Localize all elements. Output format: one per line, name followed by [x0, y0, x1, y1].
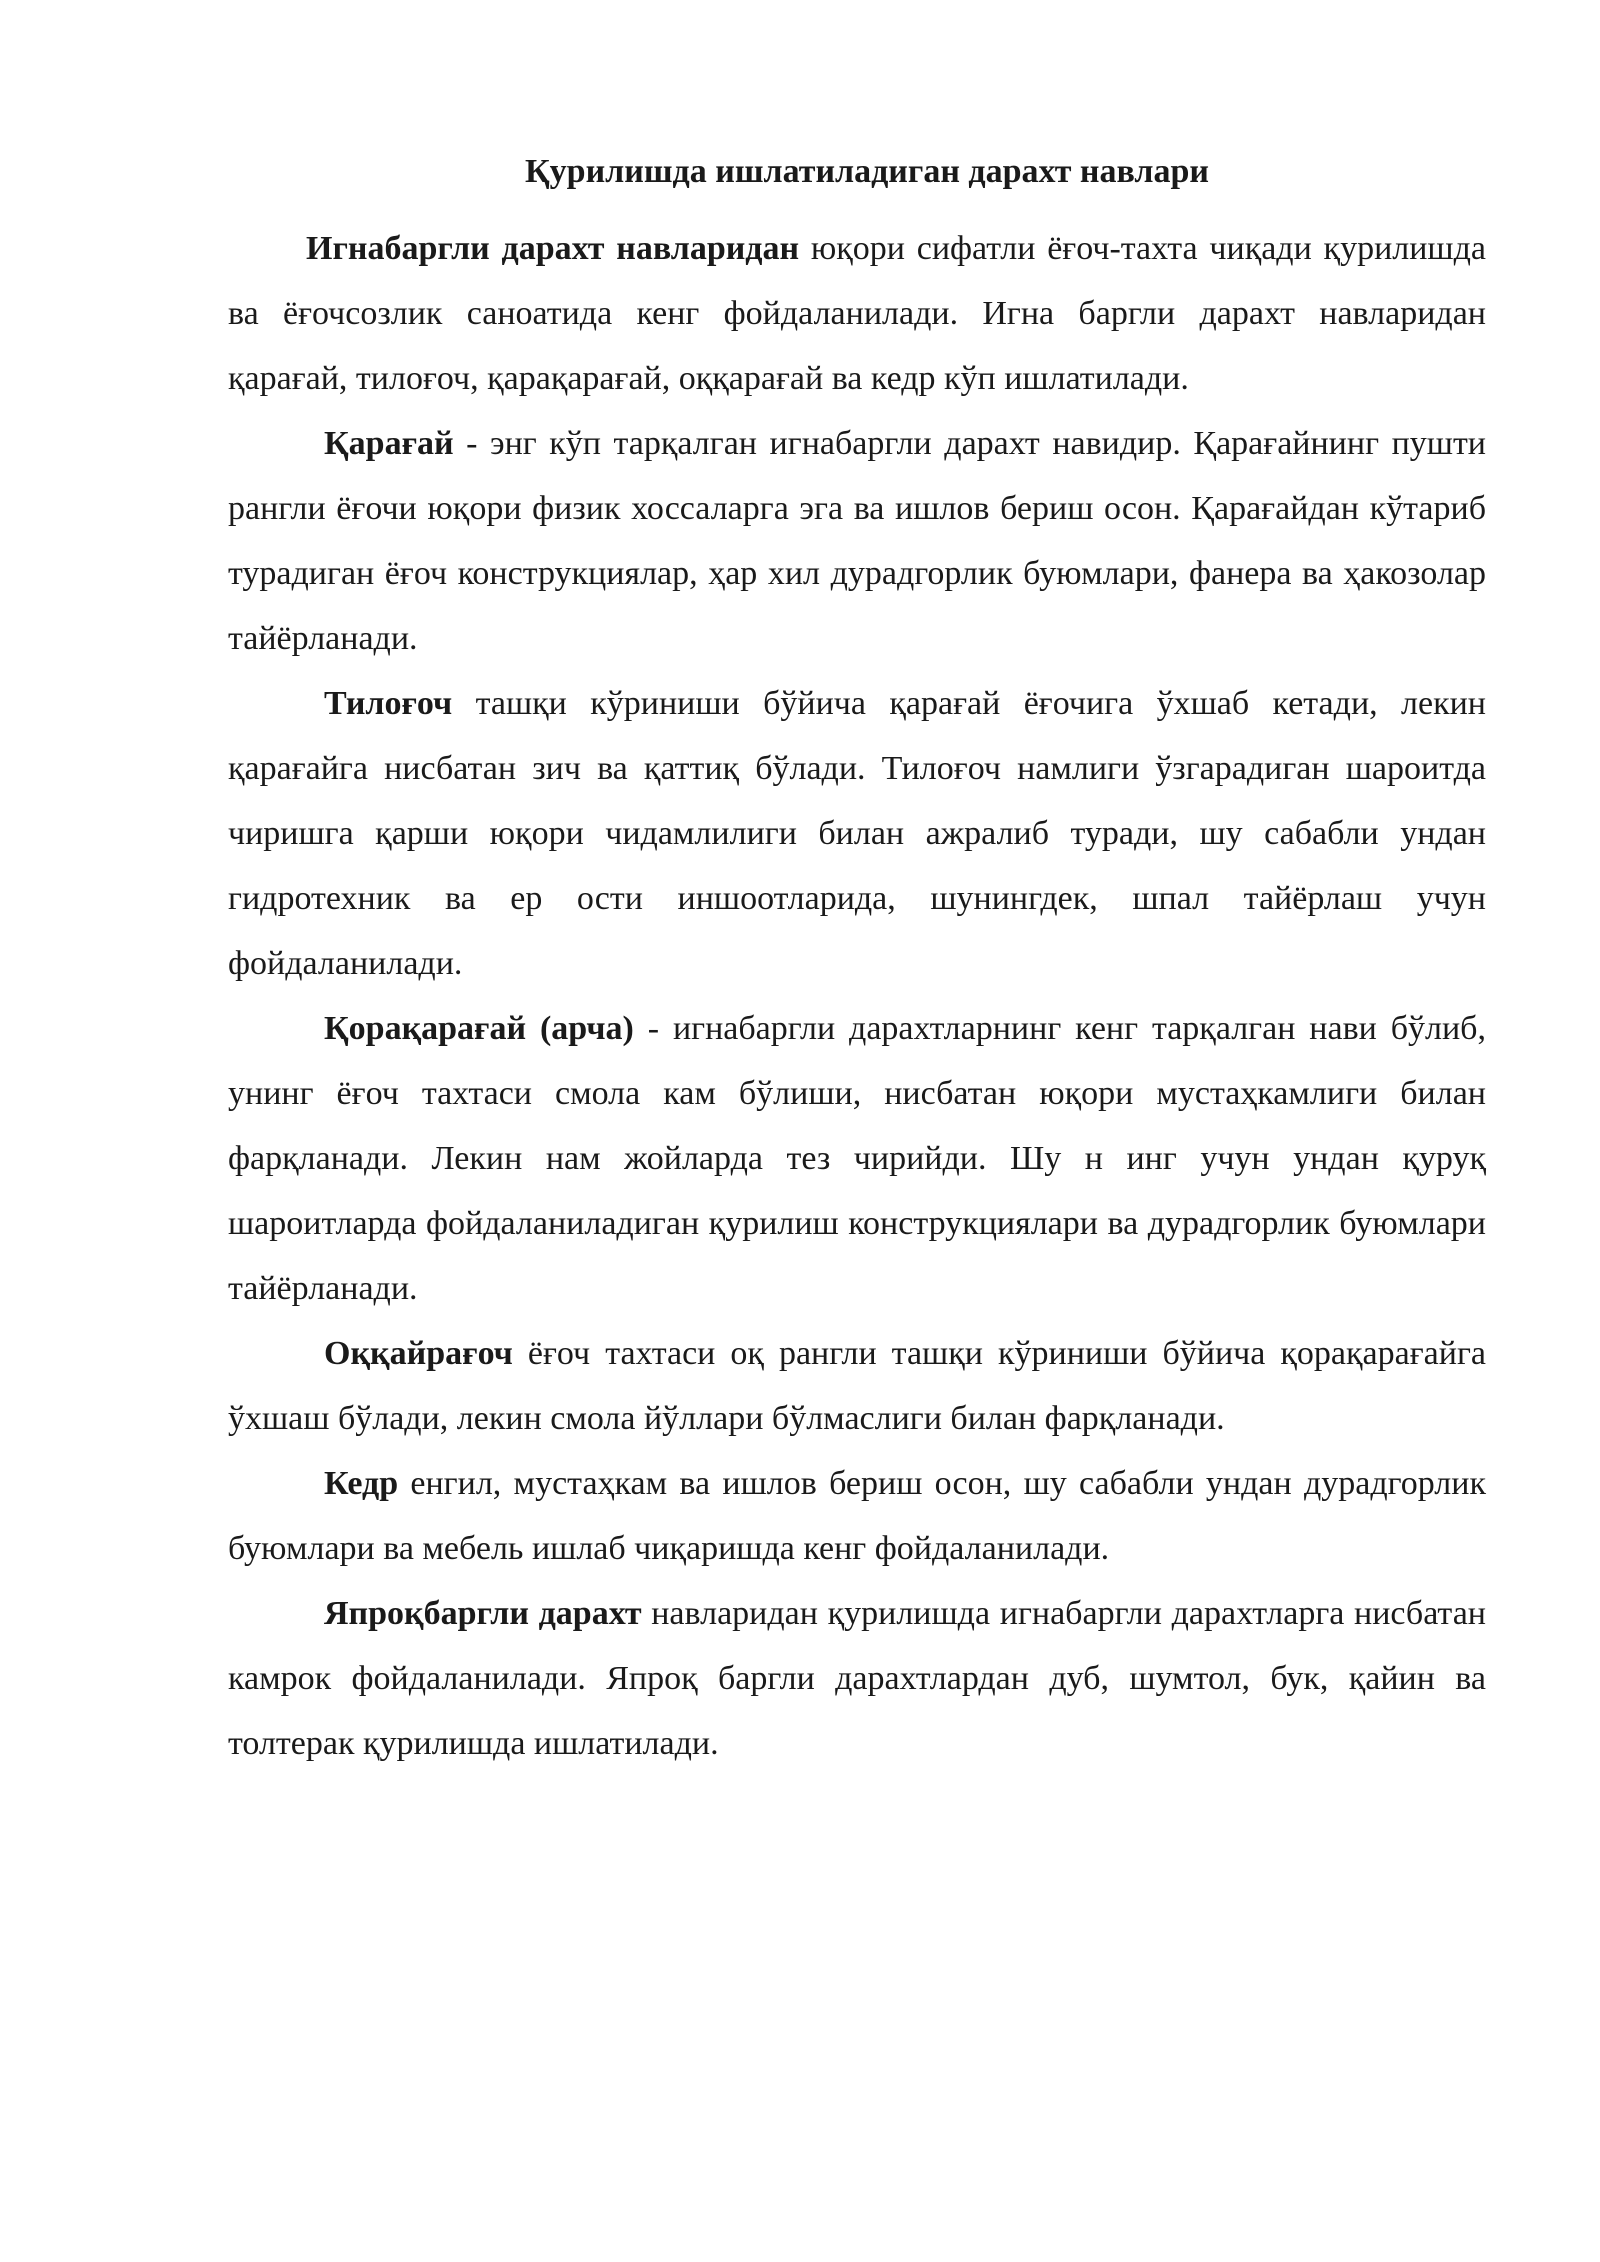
- document-page: [228, 150, 1486, 1776]
- paragraph-text: ёғоч тахтаси оқ рангли ташқи кўриниши бўйича қорақарағайга ўхшаш бўлади, лекин смола йўллари бўлмаслиги билан фарқланади.: [228, 1335, 1486, 1437]
- paragraph-text: - игнабаргли дарахтларнинг кенг тарқалган нави бўлиб, унинг ёғоч тахтаси смола кам бўлиши, нисбатан юқори мустаҳкамлиги билан фарқланади. Лекин нам жойларда тез чирийди. Шу н инг учун ундан қуруқ шароитларда фойдаланиладиган қурилиш конструкциялари ва дурадгорлик буюмлари тайёрланади.: [228, 1010, 1486, 1307]
- paragraph-cedar: [228, 1451, 1486, 1581]
- paragraph-text: навларидан қурилишда игнабаргли дарахтларга нисбатан камрок фойдаланилади. Япроқ баргли дарахтлардан дуб, шумтол, бук, қайин ва толтерак қурилишда ишлатилади.: [228, 1595, 1486, 1762]
- paragraph-text: юқори сифатли ёғоч-тахта чиқади қурилишда ва ёғочсозлик саноатида кенг фойдаланилади. Игна баргли дарахт навларидан қарағай, тилоғоч, қарақарағай, оққарағай ва кедр кўп ишлатилади.: [228, 230, 1487, 397]
- paragraph-text: енгил, мустаҳкам ва ишлов бериш осон, шу сабабли ундан дурадгорлик буюмлари ва мебель ишлаб чиқаришда кенг фойдаланилади.: [228, 1465, 1486, 1567]
- paragraph-text: ташқи кўриниши бўйича қарағай ёғочига ўхшаб кетади, лекин қарағайга нисбатан зич ва қаттиқ бўлади. Тилоғоч намлиги ўзгарадиган шароитда чиришга қарши юқори чидамлилиги билан ажралиб туради, шу сабабли ундан гидротехник ва ер ости иншоотларида, шунингдек, шпал тайёрлаш учун фойдаланилади.: [228, 685, 1486, 982]
- paragraph-text: - энг кўп тарқалган игнабаргли дарахт навидир. Қарағайнинг пушти рангли ёғочи юқори физик хоссаларга эга ва ишлов бериш осон. Қарағайдан кўтариб турадиган ёғоч конструкциялар, ҳар хил дурадгорлик буюмлари, фанера ва ҳакозолар тайёрланади.: [228, 425, 1486, 657]
- term-coniferous: Игнабаргли дарахт навларидан: [306, 230, 800, 267]
- document-title: Қурилишда ишлатиладиган дарахт навлари: [525, 153, 1209, 190]
- term-deciduous: Япроқбаргли дарахт: [324, 1595, 642, 1632]
- term-cedar: Кедр: [324, 1465, 399, 1502]
- paragraph-coniferous: [228, 216, 1486, 411]
- term-fir: Оққайрағоч: [324, 1335, 513, 1372]
- paragraph-fir: [228, 1321, 1486, 1451]
- paragraph-deciduous: [228, 1581, 1486, 1776]
- paragraph-pine: [228, 411, 1486, 671]
- term-larch: Тилоғоч: [324, 685, 453, 722]
- term-pine: Қарағай: [324, 425, 454, 462]
- paragraph-larch: [228, 671, 1486, 996]
- term-spruce: Қорақарағай (арча): [324, 1010, 634, 1047]
- paragraph-spruce: [228, 996, 1486, 1321]
